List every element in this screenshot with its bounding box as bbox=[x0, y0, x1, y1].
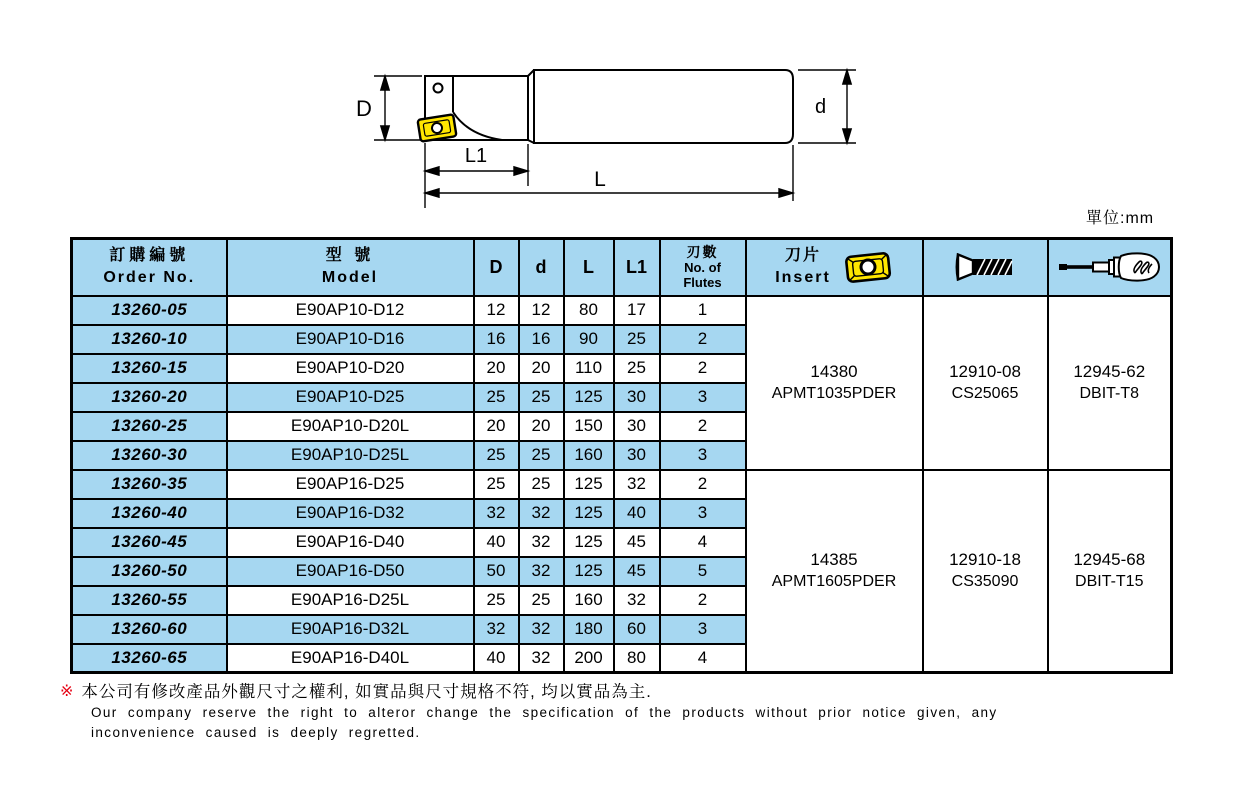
dim-D-cell: 25 bbox=[474, 586, 519, 615]
dim-L-cell: 125 bbox=[564, 528, 614, 557]
dim-L1-cell: 30 bbox=[614, 412, 660, 441]
dim-L-cell: 80 bbox=[564, 296, 614, 325]
dim-L-cell: 90 bbox=[564, 325, 614, 354]
dim-D-cell: 40 bbox=[474, 528, 519, 557]
driver-part-model: DBIT-T15 bbox=[1075, 573, 1144, 591]
model-cell: E90AP16-D40 bbox=[227, 528, 474, 557]
order-header-en: Order No. bbox=[103, 269, 196, 287]
flutes-cell: 2 bbox=[660, 470, 746, 499]
dim-L-cell: 150 bbox=[564, 412, 614, 441]
model-cell: E90AP16-D50 bbox=[227, 557, 474, 586]
screw-part-number: 12910-18 bbox=[949, 550, 1021, 570]
driver-part-number: 12945-62 bbox=[1073, 362, 1146, 381]
dim-L1-cell: 30 bbox=[614, 383, 660, 412]
driver-part-cell bbox=[1048, 470, 1172, 673]
driver-part-model: DBIT-T8 bbox=[1079, 385, 1140, 402]
dim-L1-cell: 30 bbox=[614, 441, 660, 470]
flutes-cell: 2 bbox=[660, 586, 746, 615]
dim-D-cell: 20 bbox=[474, 354, 519, 383]
order-no-cell: 13260-45 bbox=[72, 528, 227, 557]
table-row bbox=[72, 470, 1172, 499]
insert-icon bbox=[843, 248, 893, 286]
dim-D-cell: 32 bbox=[474, 499, 519, 528]
reference-mark: ※ bbox=[60, 683, 75, 700]
dim-L1-cell: 45 bbox=[614, 528, 660, 557]
col-header-L1: L1 bbox=[614, 239, 660, 296]
dim-L1-cell: 32 bbox=[614, 586, 660, 615]
dim-d-cell: 32 bbox=[519, 644, 564, 673]
dim-d-cell: 25 bbox=[519, 586, 564, 615]
col-header-d: d bbox=[519, 239, 564, 296]
order-no-cell: 13260-30 bbox=[72, 441, 227, 470]
model-header-zh: 型 號 bbox=[325, 247, 375, 265]
insert-header-en: Insert bbox=[775, 269, 831, 287]
flutes-cell: 3 bbox=[660, 441, 746, 470]
dim-d-cell: 32 bbox=[519, 499, 564, 528]
dim-L-cell: 160 bbox=[564, 586, 614, 615]
flutes-cell: 1 bbox=[660, 296, 746, 325]
dim-D-cell: 16 bbox=[474, 325, 519, 354]
col-header-L: L bbox=[564, 239, 614, 296]
tool-diagram bbox=[350, 40, 880, 210]
col-header-order bbox=[72, 239, 227, 296]
model-cell: E90AP10-D25 bbox=[227, 383, 474, 412]
dim-d-cell: 25 bbox=[519, 383, 564, 412]
screw-part-model: CS35090 bbox=[951, 573, 1019, 591]
order-header-zh: 訂購編號 bbox=[109, 247, 190, 265]
flutes-cell: 3 bbox=[660, 499, 746, 528]
model-cell: E90AP10-D20 bbox=[227, 354, 474, 383]
dim-L-cell: 125 bbox=[564, 499, 614, 528]
insert-part-number: 14385 bbox=[810, 550, 858, 570]
order-no-cell: 13260-65 bbox=[72, 644, 227, 673]
dim-L-cell: 125 bbox=[564, 557, 614, 586]
dim-L1-cell: 25 bbox=[614, 325, 660, 354]
dim-d-cell: 32 bbox=[519, 615, 564, 644]
order-no-cell: 13260-15 bbox=[72, 354, 227, 383]
driver-part-cell bbox=[1048, 296, 1172, 470]
dim-D-cell: 20 bbox=[474, 412, 519, 441]
dim-d-cell: 16 bbox=[519, 325, 564, 354]
tool-body bbox=[425, 70, 793, 143]
model-cell: E90AP16-D25 bbox=[227, 470, 474, 499]
dim-L1-cell: 80 bbox=[614, 644, 660, 673]
footnote bbox=[60, 681, 1210, 743]
screw-part-number: 12910-08 bbox=[949, 362, 1021, 381]
screw-part-cell bbox=[923, 470, 1048, 673]
col-header-model bbox=[227, 239, 474, 296]
model-cell: E90AP16-D25L bbox=[227, 586, 474, 615]
model-cell: E90AP10-D16 bbox=[227, 325, 474, 354]
flutes-cell: 3 bbox=[660, 615, 746, 644]
dim-label-D: D bbox=[356, 96, 372, 121]
flutes-header-en2: Flutes bbox=[683, 275, 722, 291]
dim-D-cell: 50 bbox=[474, 557, 519, 586]
order-no-cell: 13260-50 bbox=[72, 557, 227, 586]
dim-label-d: d bbox=[815, 96, 827, 118]
order-no-cell: 13260-25 bbox=[72, 412, 227, 441]
screw-icon bbox=[924, 253, 1047, 281]
order-no-cell: 13260-35 bbox=[72, 470, 227, 499]
dim-label-L: L bbox=[594, 168, 606, 191]
dim-d-cell: 32 bbox=[519, 528, 564, 557]
insert-part-model: APMT1605PDER bbox=[771, 573, 897, 591]
footnote-en-line1: Our company reserve the right to alteror change the specification of the products without prior notice given, any bbox=[91, 705, 998, 720]
model-cell: E90AP16-D32 bbox=[227, 499, 474, 528]
dim-L-cell: 180 bbox=[564, 615, 614, 644]
driver-icon bbox=[1049, 251, 1171, 283]
dim-d-cell: 25 bbox=[519, 470, 564, 499]
col-header-screw bbox=[923, 239, 1048, 296]
dim-d-cell: 20 bbox=[519, 412, 564, 441]
dim-d-cell: 32 bbox=[519, 557, 564, 586]
col-header-flutes bbox=[660, 239, 746, 296]
col-header-driver bbox=[1048, 239, 1172, 296]
dim-L1-cell: 40 bbox=[614, 499, 660, 528]
order-no-cell: 13260-20 bbox=[72, 383, 227, 412]
dim-label-L1: L1 bbox=[464, 145, 488, 167]
order-no-cell: 13260-40 bbox=[72, 499, 227, 528]
order-no-cell: 13260-10 bbox=[72, 325, 227, 354]
dim-L1-cell: 60 bbox=[614, 615, 660, 644]
flutes-cell: 5 bbox=[660, 557, 746, 586]
footnote-zh: 本公司有修改產品外觀尺寸之權利, 如實品與尺寸規格不符, 均以實品為主. bbox=[81, 683, 652, 701]
flutes-cell: 2 bbox=[660, 412, 746, 441]
order-no-cell: 13260-60 bbox=[72, 615, 227, 644]
dim-L-cell: 110 bbox=[564, 354, 614, 383]
dim-d-cell: 20 bbox=[519, 354, 564, 383]
footnote-en-line2: inconvenience caused is deeply regretted. bbox=[91, 725, 421, 740]
insert-part-model: APMT1035PDER bbox=[771, 385, 897, 402]
dim-L1-cell: 32 bbox=[614, 470, 660, 499]
model-cell: E90AP10-D25L bbox=[227, 441, 474, 470]
col-header-D: D bbox=[474, 239, 519, 296]
driver-part-number: 12945-68 bbox=[1073, 550, 1146, 570]
dim-L-cell: 200 bbox=[564, 644, 614, 673]
dim-D-cell: 25 bbox=[474, 383, 519, 412]
model-cell: E90AP16-D40L bbox=[227, 644, 474, 673]
dim-L1-cell: 25 bbox=[614, 354, 660, 383]
dim-L1-cell: 45 bbox=[614, 557, 660, 586]
col-header-insert bbox=[746, 239, 923, 296]
table-header-row bbox=[72, 239, 1172, 296]
flutes-cell: 4 bbox=[660, 528, 746, 557]
order-no-cell: 13260-05 bbox=[72, 296, 227, 325]
insert-part-cell bbox=[746, 296, 923, 470]
dim-L-cell: 125 bbox=[564, 470, 614, 499]
model-header-en: Model bbox=[321, 269, 379, 287]
flutes-header-en1: No. of bbox=[684, 260, 721, 276]
dim-D-cell: 25 bbox=[474, 441, 519, 470]
screw-part-cell bbox=[923, 296, 1048, 470]
dim-D-cell: 25 bbox=[474, 470, 519, 499]
unit-label: 單位:mm bbox=[1086, 210, 1155, 227]
table-row bbox=[72, 296, 1172, 325]
model-cell: E90AP10-D20L bbox=[227, 412, 474, 441]
order-no-cell: 13260-55 bbox=[72, 586, 227, 615]
flutes-cell: 4 bbox=[660, 644, 746, 673]
dim-L-cell: 125 bbox=[564, 383, 614, 412]
dim-L-cell: 160 bbox=[564, 441, 614, 470]
dim-D-cell: 40 bbox=[474, 644, 519, 673]
flutes-header-zh: 刃數 bbox=[686, 244, 719, 261]
screw-hole bbox=[434, 84, 443, 93]
dim-d-cell: 25 bbox=[519, 441, 564, 470]
model-cell: E90AP10-D12 bbox=[227, 296, 474, 325]
tool-shank bbox=[534, 70, 793, 143]
flutes-cell: 3 bbox=[660, 383, 746, 412]
dim-L1-cell: 17 bbox=[614, 296, 660, 325]
insert-header-zh: 刀片 bbox=[784, 247, 821, 265]
flutes-cell: 2 bbox=[660, 325, 746, 354]
spec-table bbox=[70, 237, 1173, 674]
model-cell: E90AP16-D32L bbox=[227, 615, 474, 644]
dim-D-cell: 12 bbox=[474, 296, 519, 325]
insert-part-cell bbox=[746, 470, 923, 673]
tool-drawing-svg bbox=[350, 40, 880, 210]
screw-part-model: CS25065 bbox=[951, 385, 1019, 402]
dim-D-cell: 32 bbox=[474, 615, 519, 644]
insert-part-number: 14380 bbox=[810, 362, 858, 381]
flutes-cell: 2 bbox=[660, 354, 746, 383]
dim-d-cell: 12 bbox=[519, 296, 564, 325]
insert-on-tool bbox=[418, 114, 457, 141]
